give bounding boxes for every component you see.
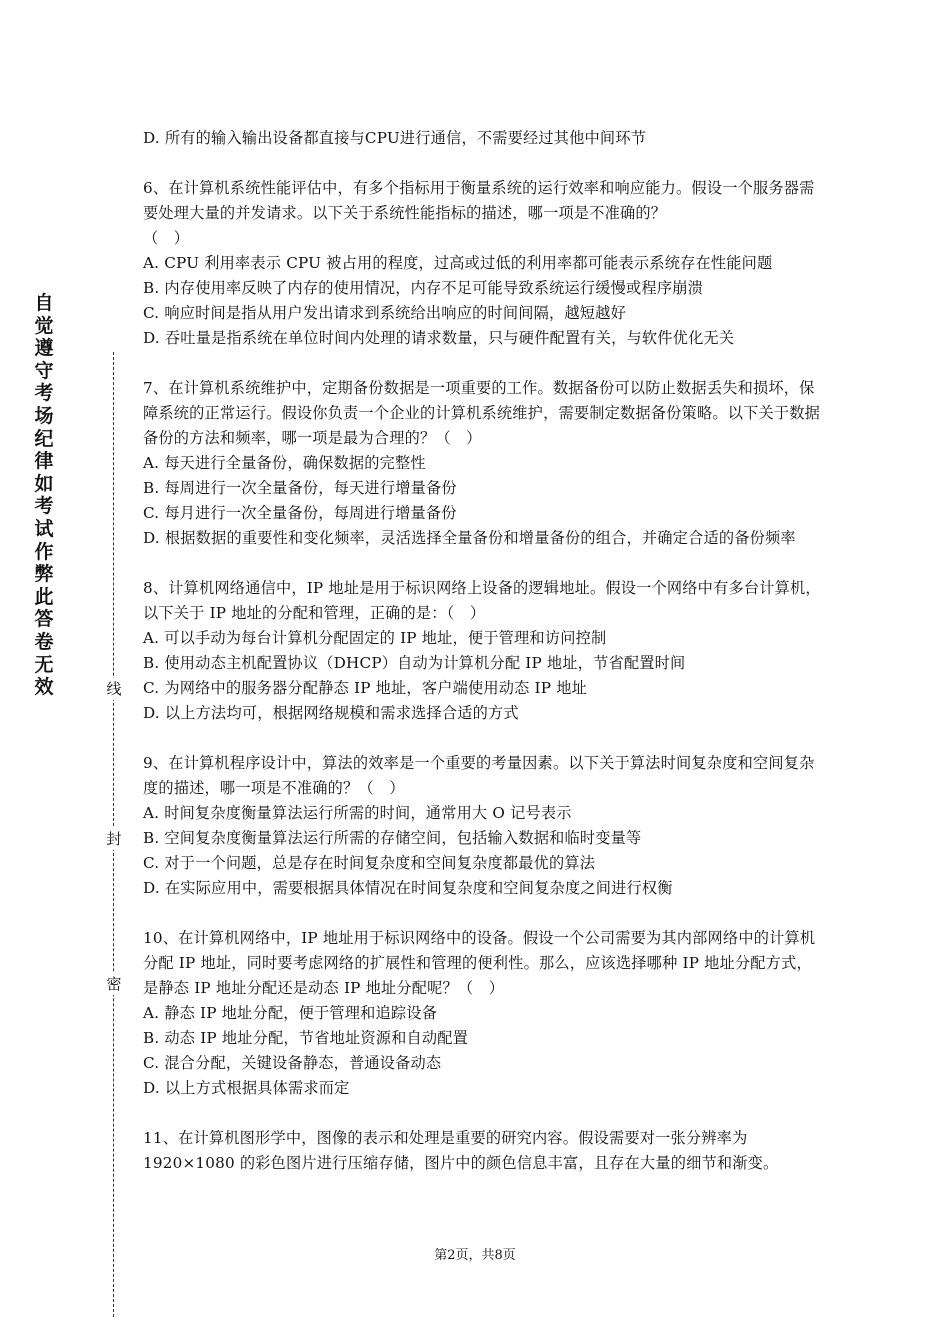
- option-d: D. 根据数据的重要性和变化频率，灵活选择全量备份和增量备份的组合，并确定合适的备份频率: [143, 529, 796, 547]
- binding-label-secret: 密: [104, 973, 124, 995]
- question-6: [143, 176, 823, 351]
- option-a: A. 时间复杂度衡量算法运行所需的时间，通常用大 O 记号表示: [143, 804, 572, 822]
- option-b: B. 动态 IP 地址分配，节省地址资源和自动配置: [143, 1029, 469, 1047]
- option-c: C. 对于一个问题，总是存在时间复杂度和空间复杂度都最优的算法: [143, 854, 596, 872]
- binding-label-seal: 封: [104, 828, 124, 850]
- option-b: B. 空间复杂度衡量算法运行所需的存储空间，包括输入数据和临时变量等: [143, 829, 642, 847]
- option-d: D. 在实际应用中，需要根据具体情况在时间复杂度和空间复杂度之间进行权衡: [143, 879, 673, 897]
- option-b: B. 内存使用率反映了内存的使用情况，内存不足可能导致系统运行缓慢或程序崩溃: [143, 279, 703, 297]
- binding-label-line: 线: [104, 678, 124, 700]
- page-number: 第2页，共8页: [434, 1248, 516, 1263]
- question-stem: 8、计算机网络通信中，IP 地址是用于标识网络上设备的逻辑地址。假设一个网络中有多台计算机，以下关于 IP 地址的分配和管理，正确的是：（ ）: [143, 579, 821, 622]
- question-7: [143, 376, 823, 551]
- exam-discipline-notice: 自觉遵守考场纪律如考试作弊此答卷无效: [34, 292, 54, 699]
- question-stem: 6、在计算机系统性能评估中，有多个指标用于衡量系统的运行效率和响应能力。假设一个服务器需要处理大量的并发请求。以下关于系统性能指标的描述，哪一项是不准确的？: [143, 179, 815, 222]
- option-d: D. 以上方法均可，根据网络规模和需求选择合适的方式: [143, 704, 519, 722]
- previous-question-option-d: D. 所有的输入输出设备都直接与CPU进行通信，不需要经过其他中间环节: [143, 129, 647, 147]
- option-d: D. 吞吐量是指系统在单位时间内处理的请求数量，只与硬件配置有关，与软件优化无关: [143, 329, 735, 347]
- option-c: C. 每月进行一次全量备份，每周进行增量备份: [143, 504, 457, 522]
- option-a: A. 每天进行全量备份，确保数据的完整性: [143, 454, 426, 472]
- option-c: C. 响应时间是指从用户发出请求到系统给出响应的时间间隔，越短越好: [143, 304, 626, 322]
- question-8: [143, 576, 823, 726]
- option-a: A. CPU 利用率表示 CPU 被占用的程度，过高或过低的利用率都可能表示系统存在性能问题: [143, 254, 773, 272]
- answer-bracket: （ ）: [143, 229, 190, 247]
- question-11: [143, 1126, 823, 1176]
- question-stem: 11、在计算机图形学中，图像的表示和处理是重要的研究内容。假设需要对一张分辨率为1920×1080 的彩色图片进行压缩存储，图片中的颜色信息丰富，且存在大量的细节和渐变。: [143, 1129, 779, 1172]
- option-c: C. 混合分配，关键设备静态，普通设备动态: [143, 1054, 442, 1072]
- question-9: [143, 751, 823, 901]
- question-stem: 9、在计算机程序设计中，算法的效率是一个重要的考量因素。以下关于算法时间复杂度和空间复杂度的描述，哪一项是不准确的？（ ）: [143, 754, 815, 797]
- option-b: B. 每周进行一次全量备份，每天进行增量备份: [143, 479, 457, 497]
- question-stem: 10、在计算机网络中，IP 地址用于标识网络中的设备。假设一个公司需要为其内部网络中的计算机分配 IP 地址，同时要考虑网络的扩展性和管理的便利性。那么，应该选择哪种 IP 地址分配方式，是静态 IP 地址分配还是动态 IP 地址分配呢？（ ）: [143, 929, 816, 997]
- option-b: B. 使用动态主机配置协议（DHCP）自动为计算机分配 IP 地址，节省配置时间: [143, 654, 686, 672]
- option-a: A. 可以手动为每台计算机分配固定的 IP 地址，便于管理和访问控制: [143, 629, 607, 647]
- question-content: [143, 126, 823, 1176]
- option-a: A. 静态 IP 地址分配，便于管理和追踪设备: [143, 1004, 438, 1022]
- question-10: [143, 926, 823, 1101]
- option-d: D. 以上方式根据具体需求而定: [143, 1079, 350, 1097]
- option-c: C. 为网络中的服务器分配静态 IP 地址，客户端使用动态 IP 地址: [143, 679, 587, 697]
- question-stem: 7、在计算机系统维护中，定期备份数据是一项重要的工作。数据备份可以防止数据丢失和损坏，保障系统的正常运行。假设你负责一个企业的计算机系统维护，需要制定数据备份策略。以下关于数据备份的方法和频率，哪一项是最为合理的？（ ）: [143, 379, 821, 447]
